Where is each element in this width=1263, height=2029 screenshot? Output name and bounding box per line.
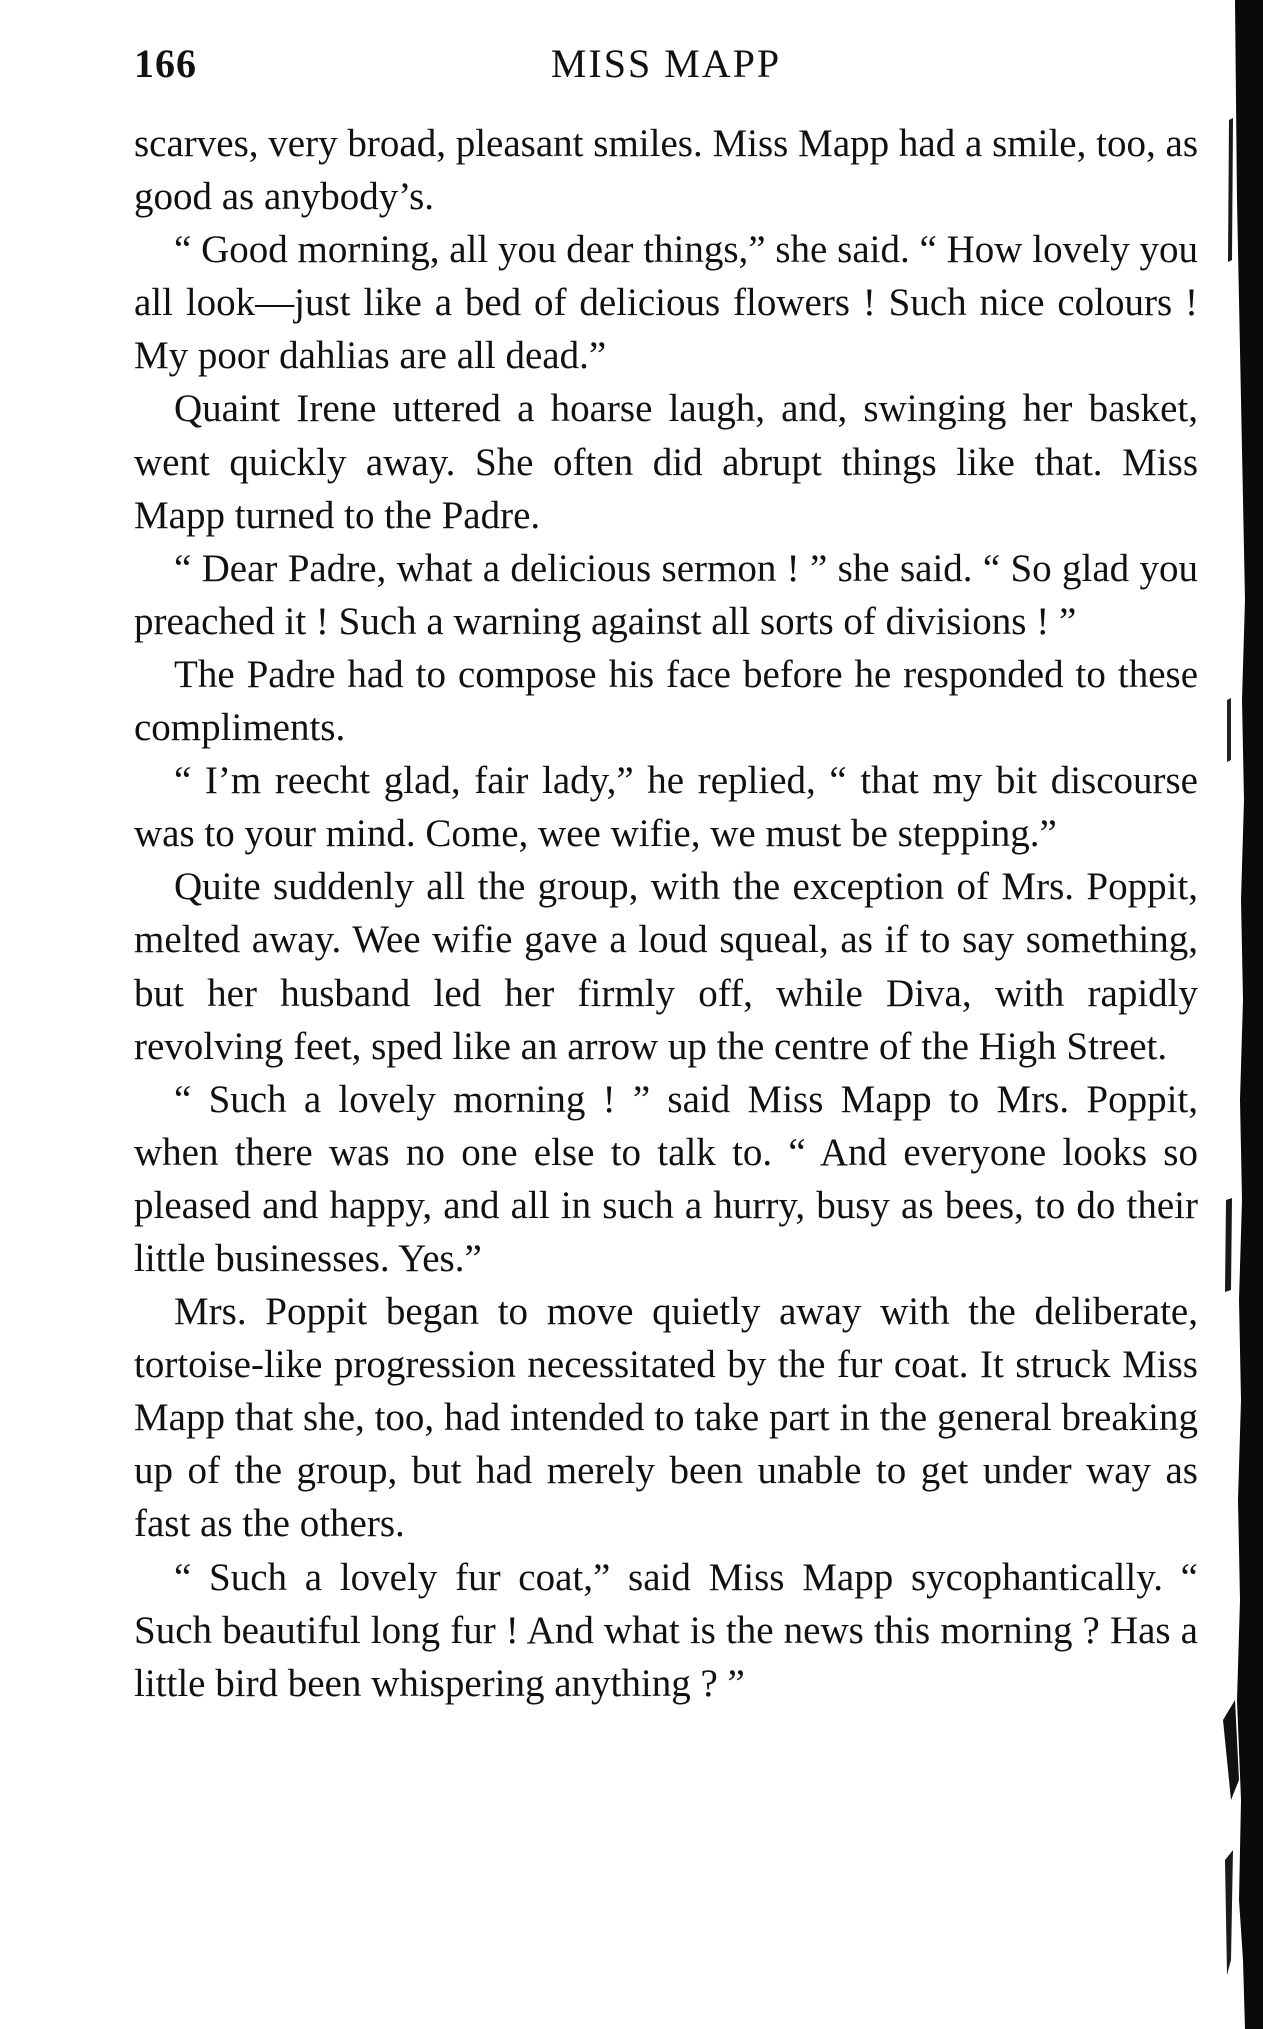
running-title: MISS MAPP xyxy=(550,41,782,86)
page-number: 166 xyxy=(134,41,197,86)
paragraph: “ Such a lovely morning ! ” said Miss Mapp to Mrs. Poppit, when there was no one else to talk to. “ And everyone looks so pleased and happy, and all in such a hurry, busy as bees, to do their little businesses. Yes.” xyxy=(134,1077,1198,1280)
paragraph: Mrs. Poppit began to move quietly away with the deliberate, tortoise-like progression necessitated by the fur coat. It struck Miss Mapp that she, too, had intended to take part in the general breaking up of the group, but had merely been unable to get under way as fast as the others. xyxy=(134,1290,1198,1546)
paragraph: The Padre had to compose his face before he responded to these compliments. xyxy=(134,652,1198,750)
book-binding-edge xyxy=(1221,0,1263,2029)
paragraph: “ Such a lovely fur coat,” said Miss Mapp sycophantically. “ Such beautiful long fur ! And what is the news this morning ? Has a little bird been whispering anything ? ” xyxy=(134,1555,1198,1705)
paragraph: “ Good morning, all you dear things,” she said. “ How lovely you all look—just like a bed of delicious flowers ! Such nice colours ! My poor dahlias are all dead.” xyxy=(134,228,1198,378)
binding-shadow-graphic xyxy=(1221,0,1263,2029)
paragraph: Quite suddenly all the group, with the exception of Mrs. Poppit, melted away. Wee wifie gave a loud squeal, as if to say something, but her husband led her firmly off, while Diva, with rapidly revolving feet, sped like an arrow up the centre of the High Street. xyxy=(134,865,1198,1068)
paragraph: Quaint Irene uttered a hoarse laugh, and, swinging her basket, went quickly away. She often did abrupt things like that. Miss Mapp turned to the Padre. xyxy=(134,387,1198,537)
paragraph: “ Dear Padre, what a delicious sermon ! ” she said. “ So glad you preached it ! Such a warning against all sorts of divisions ! ” xyxy=(134,546,1198,643)
paragraph: “ I’m reecht glad, fair lady,” he replied, “ that my bit discourse was to your mind. Come, wee wifie, we must be stepping.” xyxy=(134,759,1198,856)
body-text xyxy=(134,117,1198,1710)
paragraph: scarves, very broad, pleasant smiles. Miss Mapp had a smile, too, as good as anybody’s. xyxy=(134,122,1198,219)
page-header xyxy=(134,40,1198,100)
